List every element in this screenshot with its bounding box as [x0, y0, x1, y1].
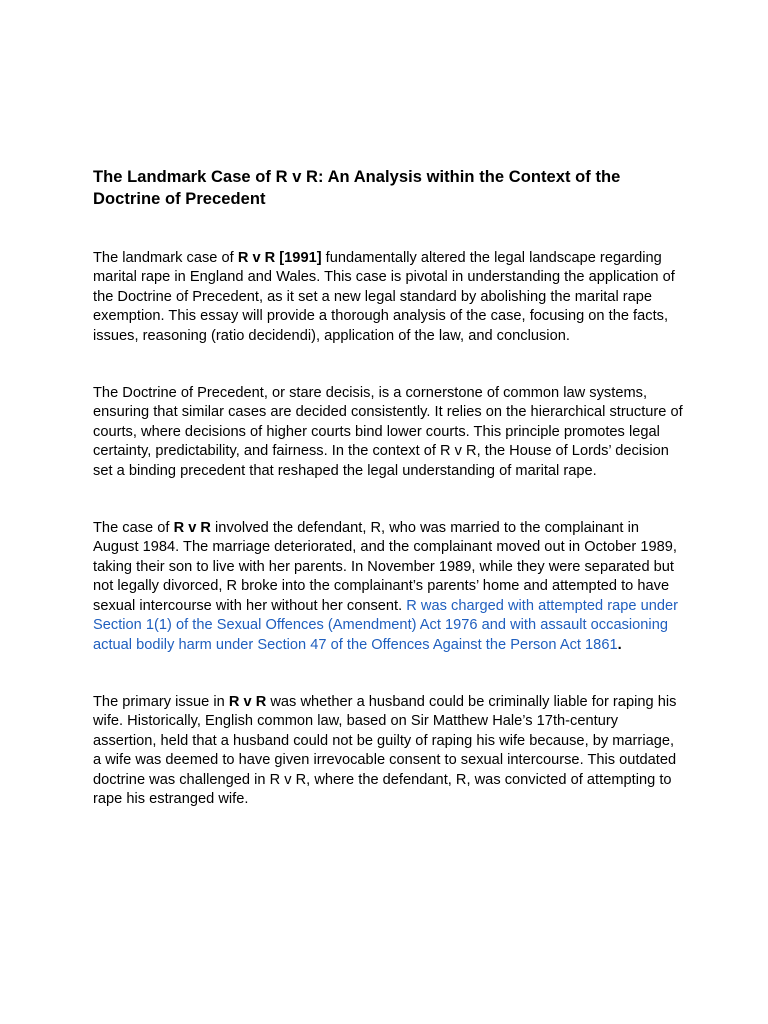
p3-charges-link[interactable]: R was charged with attempted rape under Section 1(1) of the Sexual Offences (Amendment) Act 1976 and with assault occasioning actual bodily harm under Section 47 of the Offences Against the Person Act 1861	[93, 597, 679, 653]
paragraph-facts	[93, 519, 683, 655]
p4-text-rest: was whether a husband could be criminally liable for raping his wife. Historically, English common law, based on Sir Matthew Hale’s 17th-century assertion, held that a husband could not be guilty of raping his wife because, by marriage, a wife was deemed to have given irrevocable consent to sexual intercourse. This outdated doctrine was challenged in R v R, where the defendant, R, was convicted of attempting to rape his estranged wife.	[93, 693, 677, 807]
p3-text-rest: involved the defendant, R, who was married to the complainant in August 1984. The marriage deteriorated, and the complainant moved out in October 1989, taking their son to live with her parents. In November 1989, while they were separated but not legally divorced, R broke into the complainant’s parents’ home and attempted to have sexual intercourse with her without her consent.	[93, 520, 677, 614]
p3-text-start: The case of	[93, 520, 174, 537]
p4-text-start: The primary issue in	[93, 693, 229, 710]
p1-text-start: The landmark case of	[93, 250, 238, 266]
p4-case-name: R v R	[228, 693, 267, 710]
document-page	[93, 166, 683, 809]
document-title: The Landmark Case of R v R: An Analysis within the Context of the Doctrine of Precedent	[93, 168, 621, 208]
paragraph-introduction	[93, 249, 683, 346]
p1-case-citation: R v R [1991]	[237, 250, 322, 266]
p3-case-name: R v R	[173, 520, 211, 537]
p3-period: .	[617, 636, 622, 653]
p1-text-rest: fundamentally altered the legal landscape regarding marital rape in England and Wales. This case is pivotal in understanding the application of the Doctrine of Precedent, as it set a new legal standard by abolishing the marital rape exemption. This essay will provide a thorough analysis of the case, focusing on the facts, issues, reasoning (ratio decidendi), application of the law, and conclusion.	[93, 250, 675, 344]
paragraph-issues	[93, 693, 683, 809]
paragraph-doctrine-of-precedent: The Doctrine of Precedent, or stare decisis, is a cornerstone of common law systems, ensuring that similar cases are decided consistently. It relies on the hierarchical structure of courts, where decisions of higher courts bind lower courts. This principle promotes legal certainty, predictability, and fairness. In the context of R v R, the House of Lords’ decision set a binding precedent that reshaped the legal understanding of marital rape.	[93, 385, 683, 479]
